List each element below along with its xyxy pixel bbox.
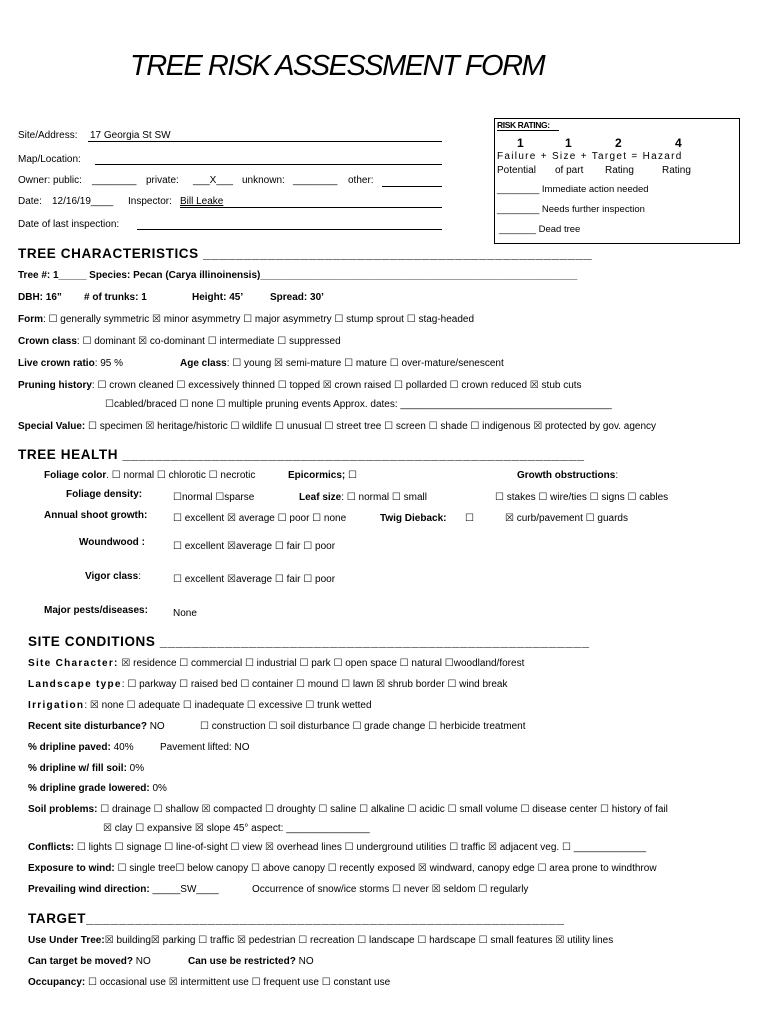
use-restricted-value[interactable]: NO — [295, 956, 314, 967]
live-crown-value[interactable]: : 95 % — [94, 358, 124, 369]
special-value-options[interactable]: ☐ specimen ☒ heritage/historic ☐ wildlife ☐ unusual ☐ street tree ☐ screen ☐ shade ☐ indigenous ☒ protected by gov. agency — [85, 421, 657, 432]
foliage-density-options[interactable]: ☐normal ☐sparse — [173, 492, 255, 503]
target-moved-row — [28, 956, 151, 967]
risk-sub-of-part: of part — [555, 165, 584, 176]
foliage-color-label: Foliage color — [44, 470, 107, 481]
owner-public-label: Owner: public: — [18, 175, 82, 186]
annual-shoot-options[interactable]: ☐ excellent ☒ average ☐ poor ☐ none — [173, 513, 347, 524]
tree-health-heading: TREE HEALTH _________________________________________________________ — [18, 447, 585, 462]
foliage-color-row — [44, 470, 255, 481]
age-class-label: Age class — [180, 358, 227, 369]
owner-private-value[interactable]: ___X___ — [193, 175, 234, 186]
pruning-history-row — [18, 380, 582, 391]
landscape-type-options[interactable]: : ☐ parkway ☐ raised bed ☐ container ☐ mound ☐ lawn ☒ shrub border ☐ wind break — [121, 679, 508, 690]
target-heading: TARGET___________________________________________________________ — [28, 911, 565, 926]
special-value-row — [18, 421, 656, 432]
risk-sub-potential: Potential — [497, 165, 536, 176]
leaf-size-row — [299, 492, 427, 503]
site-character-row — [28, 658, 524, 669]
wind-direction-label: Prevailing wind direction: — [28, 884, 150, 895]
inspector-value[interactable]: Bill Leake — [180, 196, 224, 207]
use-restricted-row — [188, 956, 314, 967]
risk-option-dead[interactable]: _______ Dead tree — [499, 224, 581, 235]
owner-unknown-blank[interactable]: ________ — [293, 175, 338, 186]
irrigation-label: Irrigation — [28, 700, 85, 711]
last-inspection-label: Date of last inspection: — [18, 219, 120, 230]
risk-formula: Failure + Size + Target = Hazard — [497, 151, 683, 162]
site-address-label: Site/Address: — [18, 130, 78, 141]
vigor-class-row — [85, 571, 141, 582]
owner-private-label: private: — [146, 175, 179, 186]
target-moved-label: Can target be moved? — [28, 956, 134, 967]
risk-rating-title: RISK RATING: — [497, 120, 550, 130]
dripline-grade-label: % dripline grade lowered: — [28, 783, 150, 794]
crown-class-label: Crown class — [18, 336, 77, 347]
use-under-tree-label: Use Under Tree: — [28, 935, 105, 946]
epicormics[interactable]: Epicormics; ☐ — [288, 470, 357, 481]
tree-characteristics-heading: TREE CHARACTERISTICS ________________________________________________ — [18, 246, 593, 261]
dripline-paved-label: % dripline paved: — [28, 742, 111, 753]
site-address-line — [88, 141, 442, 142]
age-class-row — [180, 358, 504, 369]
vigor-class-options[interactable]: ☐ excellent ☒average ☐ fair ☐ poor — [173, 574, 336, 585]
form-options[interactable]: : ☐ generally symmetric ☒ minor asymmetry ☐ major asymmetry ☐ stump sprout ☐ stag-headed — [43, 314, 475, 325]
exposure-row — [28, 863, 657, 874]
target-moved-value[interactable]: NO — [133, 956, 151, 967]
exposure-options[interactable]: ☐ single tree☐ below canopy ☐ above canopy ☐ recently exposed ☒ windward, canopy edge ☐ area prone to windthrow — [114, 863, 657, 874]
conflicts-options[interactable]: ☐ lights ☐ signage ☐ line-of-sight ☐ view ☒ overhead lines ☐ underground utilities ☐ traffic ☒ adjacent veg. ☐ _____________ — [74, 842, 647, 853]
owner-public-blank[interactable]: ________ — [92, 175, 137, 186]
conflicts-row — [28, 842, 646, 853]
risk-number-hazard: 4 — [675, 136, 682, 150]
foliage-density-label: Foliage density: — [66, 489, 143, 500]
vigor-class-colon: : — [138, 571, 141, 582]
use-restricted-label: Can use be restricted? — [188, 956, 296, 967]
obstructions-options-1[interactable]: ☐ stakes ☐ wire/ties ☐ signs ☐ cables — [495, 492, 669, 503]
dripline-fill-row — [28, 763, 144, 774]
soil-problems-label: Soil problems: — [28, 804, 98, 815]
risk-number-failure: 1 — [517, 136, 524, 150]
risk-number-target: 2 — [615, 136, 622, 150]
wind-direction-value[interactable]: _____SW____ — [149, 884, 219, 895]
site-disturbance-options[interactable]: ☐ construction ☐ soil disturbance ☐ grade change ☐ herbicide treatment — [200, 721, 526, 732]
dripline-grade-value[interactable]: 0% — [149, 783, 167, 794]
site-conditions-heading: SITE CONDITIONS _____________________________________________________ — [28, 634, 590, 649]
major-pests-label: Major pests/diseases: — [44, 605, 148, 616]
height-value: Height: 45’ — [192, 292, 244, 303]
tree-number-species[interactable]: Tree #: 1_____ Species: Pecan (Carya illinoinensis)_________________________________________________________ — [18, 270, 578, 281]
woundwood-label: Woundwood : — [79, 537, 145, 548]
exposure-label: Exposure to wind: — [28, 863, 115, 874]
soil-problems-row — [28, 804, 668, 815]
soil-problems-options-2[interactable]: ☒ clay ☐ expansive ☒ slope 45° aspect: _______________ — [103, 823, 370, 834]
crown-class-row — [18, 336, 341, 347]
owner-unknown-label: unknown: — [242, 175, 285, 186]
owner-other-label: other: — [348, 175, 374, 186]
twig-dieback-label: Twig Dieback: — [380, 513, 447, 524]
growth-obstructions-colon: : — [615, 470, 619, 481]
spread-value: Spread: 30’ — [270, 292, 324, 303]
map-location-line[interactable] — [95, 164, 442, 165]
date-label: Date: — [18, 196, 42, 207]
vigor-class-label: Vigor class — [85, 571, 139, 582]
map-location-label: Map/Location: — [18, 154, 81, 165]
risk-option-immediate[interactable]: ________ Immediate action needed — [497, 184, 649, 195]
landscape-type-row — [28, 679, 507, 690]
crown-class-options[interactable]: : ☐ dominant ☒ co-dominant ☐ intermediate ☐ suppressed — [76, 336, 341, 347]
irrigation-row — [28, 700, 372, 711]
obstructions-options-2[interactable]: ☒ curb/pavement ☐ guards — [505, 513, 628, 524]
trunks-value: # of trunks: 1 — [84, 292, 147, 303]
date-value[interactable]: 12/16/19____ — [52, 196, 114, 207]
risk-option-further[interactable]: ________ Needs further inspection — [497, 204, 645, 215]
site-character-options[interactable]: ☒ residence ☐ commercial ☐ industrial ☐ park ☐ open space ☐ natural ☐woodland/forest — [118, 658, 525, 669]
occupancy-row — [28, 977, 390, 988]
use-under-tree-row — [28, 935, 613, 946]
last-inspection-line[interactable] — [137, 229, 442, 230]
site-character-label: Site Character: — [28, 658, 119, 669]
leaf-size-label: Leaf size — [299, 492, 342, 503]
inspector-line — [180, 207, 442, 208]
dbh-value: DBH: 16” — [18, 292, 62, 303]
landscape-type-label: Landscape type — [28, 679, 122, 690]
dripline-paved-row — [28, 742, 134, 753]
occupancy-options[interactable]: ☐ occasional use ☒ intermittent use ☐ frequent use ☐ constant use — [85, 977, 391, 988]
conflicts-label: Conflicts: — [28, 842, 75, 853]
site-disturbance-value[interactable]: NO — [146, 721, 165, 732]
risk-sub-rating: Rating — [605, 165, 634, 176]
foliage-color-options[interactable]: . ☐ normal ☐ chlorotic ☐ necrotic — [106, 470, 256, 481]
risk-rating-title-underline — [497, 130, 559, 131]
pruning-history-options-2[interactable]: ☐cabled/braced ☐ none ☐ multiple pruning events Approx. dates: ______________________________________ — [105, 399, 612, 410]
wind-direction-row — [28, 884, 219, 895]
growth-obstructions-row — [517, 470, 618, 481]
leaf-size-options[interactable]: : ☐ normal ☐ small — [341, 492, 427, 503]
irrigation-options[interactable]: : ☒ none ☐ adequate ☐ inadequate ☐ excessive ☐ trunk wetted — [84, 700, 372, 711]
woundwood-options[interactable]: ☐ excellent ☒average ☐ fair ☐ poor — [173, 541, 336, 552]
dripline-fill-value[interactable]: 0% — [126, 763, 145, 774]
dripline-paved-value[interactable]: 40% — [110, 742, 134, 753]
form-row — [18, 314, 474, 325]
risk-sub-hazard-rating: Rating — [662, 165, 691, 176]
major-pests-value[interactable]: None — [173, 608, 197, 619]
occupancy-label: Occupancy: — [28, 977, 86, 988]
soil-problems-options[interactable]: ☐ drainage ☐ shallow ☒ compacted ☐ droughty ☐ saline ☐ alkaline ☐ acidic ☐ small volume ☐ disease center ☐ history of fail — [97, 804, 668, 815]
site-disturbance-row — [28, 721, 165, 732]
special-value-label: Special Value: — [18, 421, 86, 432]
risk-number-size: 1 — [565, 136, 572, 150]
dripline-fill-label: % dripline w/ fill soil: — [28, 763, 127, 774]
snow-ice-options[interactable]: Occurrence of snow/ice storms ☐ never ☒ seldom ☐ regularly — [252, 884, 529, 895]
age-class-options[interactable]: : ☐ young ☒ semi-mature ☐ mature ☐ over-mature/senescent — [226, 358, 504, 369]
inspector-label: Inspector: — [128, 196, 172, 207]
dripline-grade-row — [28, 783, 167, 794]
annual-shoot-label: Annual shoot growth: — [44, 510, 148, 521]
form-label: Form — [18, 314, 43, 325]
twig-dieback-checkbox[interactable]: ☐ — [465, 513, 474, 524]
growth-obstructions-label: Growth obstructions — [517, 470, 616, 481]
pruning-history-options[interactable]: : ☐ crown cleaned ☐ excessively thinned ☐ topped ☒ crown raised ☐ pollarded ☐ crown reduced ☒ stub cuts — [91, 380, 582, 391]
use-under-tree-options[interactable]: ☒ building☒ parking ☐ traffic ☒ pedestrian ☐ recreation ☐ landscape ☐ hardscape ☐ small features ☒ utility lines — [104, 935, 614, 946]
live-crown-row — [18, 358, 123, 369]
owner-other-line[interactable] — [382, 186, 442, 187]
pruning-history-label: Pruning history — [18, 380, 92, 391]
site-disturbance-label: Recent site disturbance? — [28, 721, 147, 732]
site-address-value[interactable]: 17 Georgia St SW — [90, 130, 171, 141]
form-title: TREE RISK ASSESSMENT FORM — [130, 50, 545, 82]
live-crown-label: Live crown ratio — [18, 358, 95, 369]
pavement-lifted[interactable]: Pavement lifted: NO — [160, 742, 250, 753]
